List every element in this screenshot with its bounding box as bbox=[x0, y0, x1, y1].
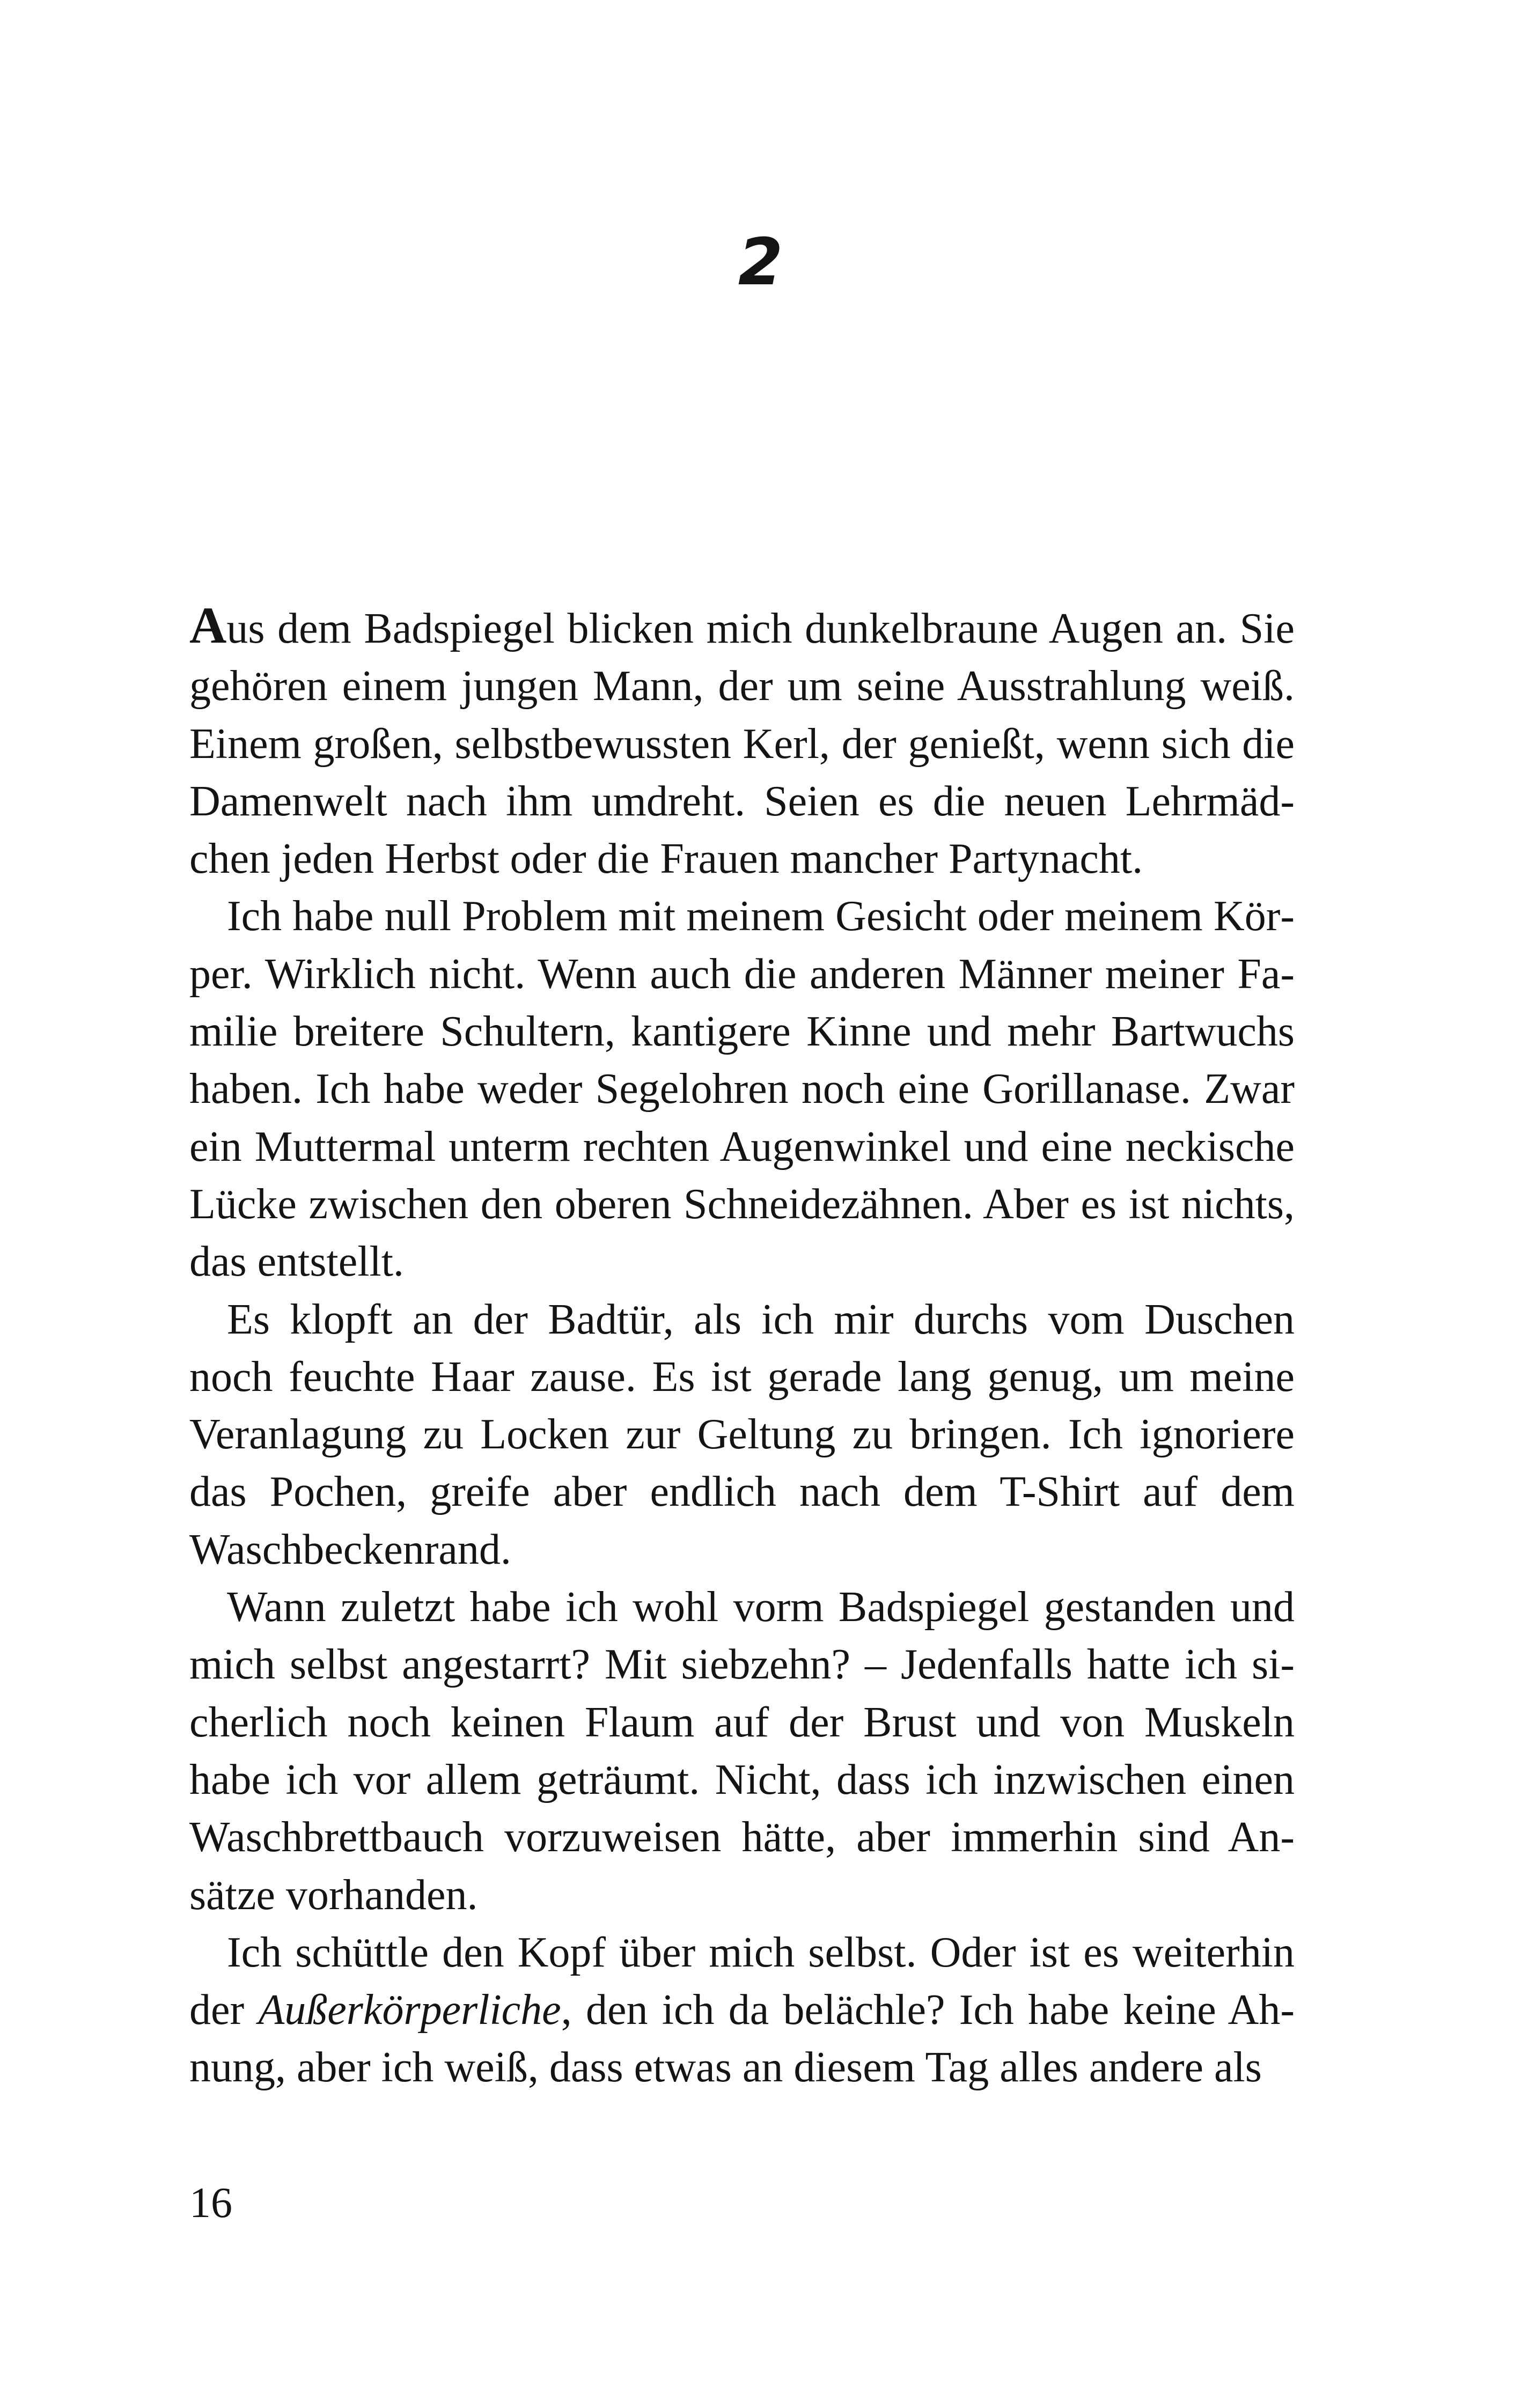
drop-cap: A bbox=[189, 597, 227, 654]
chapter-number: 2 bbox=[738, 225, 783, 300]
emphasized-term: Außerkörperliche bbox=[258, 1986, 561, 2034]
paragraph-2: Ich habe null Problem mit meinem Gesicht oder meinem Körper. Wirklich nicht. Wenn auch die anderen Männer meiner Familie breitere Schultern, kantigere Kinne und mehr Bartwuchs haben. Ich habe weder Segelohren noch eine Gorillanase. Zwar ein Muttermal unterm rechten Augenwinkel und eine neckische Lücke zwischen den oberen Schneidezähnen. Aber es ist nichts, das entstellt. bbox=[189, 893, 1295, 1286]
paragraph-5 bbox=[189, 1924, 1295, 2097]
paragraph-5-text-before: Ich schüttle den Kopf über mich selbst. Oder ist es weiterhin der bbox=[189, 1928, 1295, 2034]
page-number: 16 bbox=[189, 2179, 232, 2227]
body-text bbox=[189, 597, 1295, 2097]
paragraph-4: Wann zuletzt habe ich wohl vorm Badspiegel gestanden und mich selbst angestarrt? Mit siebzehn? – Jedenfalls hatte ich sicherlich noch keinen Flaum auf der Brust und von Muskeln habe ich vor allem geträumt. Nicht, dass ich inzwischen einen Waschbrettbauch vorzuweisen hätte, aber immerhin sind Ansätze vorhanden. bbox=[189, 1584, 1295, 1919]
paragraph-1 bbox=[189, 597, 1295, 888]
paragraph-3: Es klopft an der Badtür, als ich mir durchs vom Duschen noch feuchte Haar zause. Es ist gerade lang genug, um meine Veranlagung zu Locken zur Geltung zu bringen. Ich ignoriere das Pochen, greife aber endlich nach dem T-Shirt auf dem Waschbeckenrand. bbox=[189, 1295, 1295, 1573]
paragraph-1-text: us dem Badspiegel blicken mich dunkelbraune Augen an. Sie gehören einem jungen Mann, der um seine Ausstrahlung weiß. Einem großen, selbstbewussten Kerl, der genießt, wenn sich die Damenwelt nach ihm umdreht. Seien es die neuen Lehrmädchen jeden Herbst oder die Frauen mancher Partynacht. bbox=[189, 605, 1295, 883]
paragraph-5-text-after: , den ich da belächle? Ich habe keine Ahnung, aber ich weiß, dass etwas an diesem Tag alles andere als bbox=[189, 1986, 1295, 2092]
